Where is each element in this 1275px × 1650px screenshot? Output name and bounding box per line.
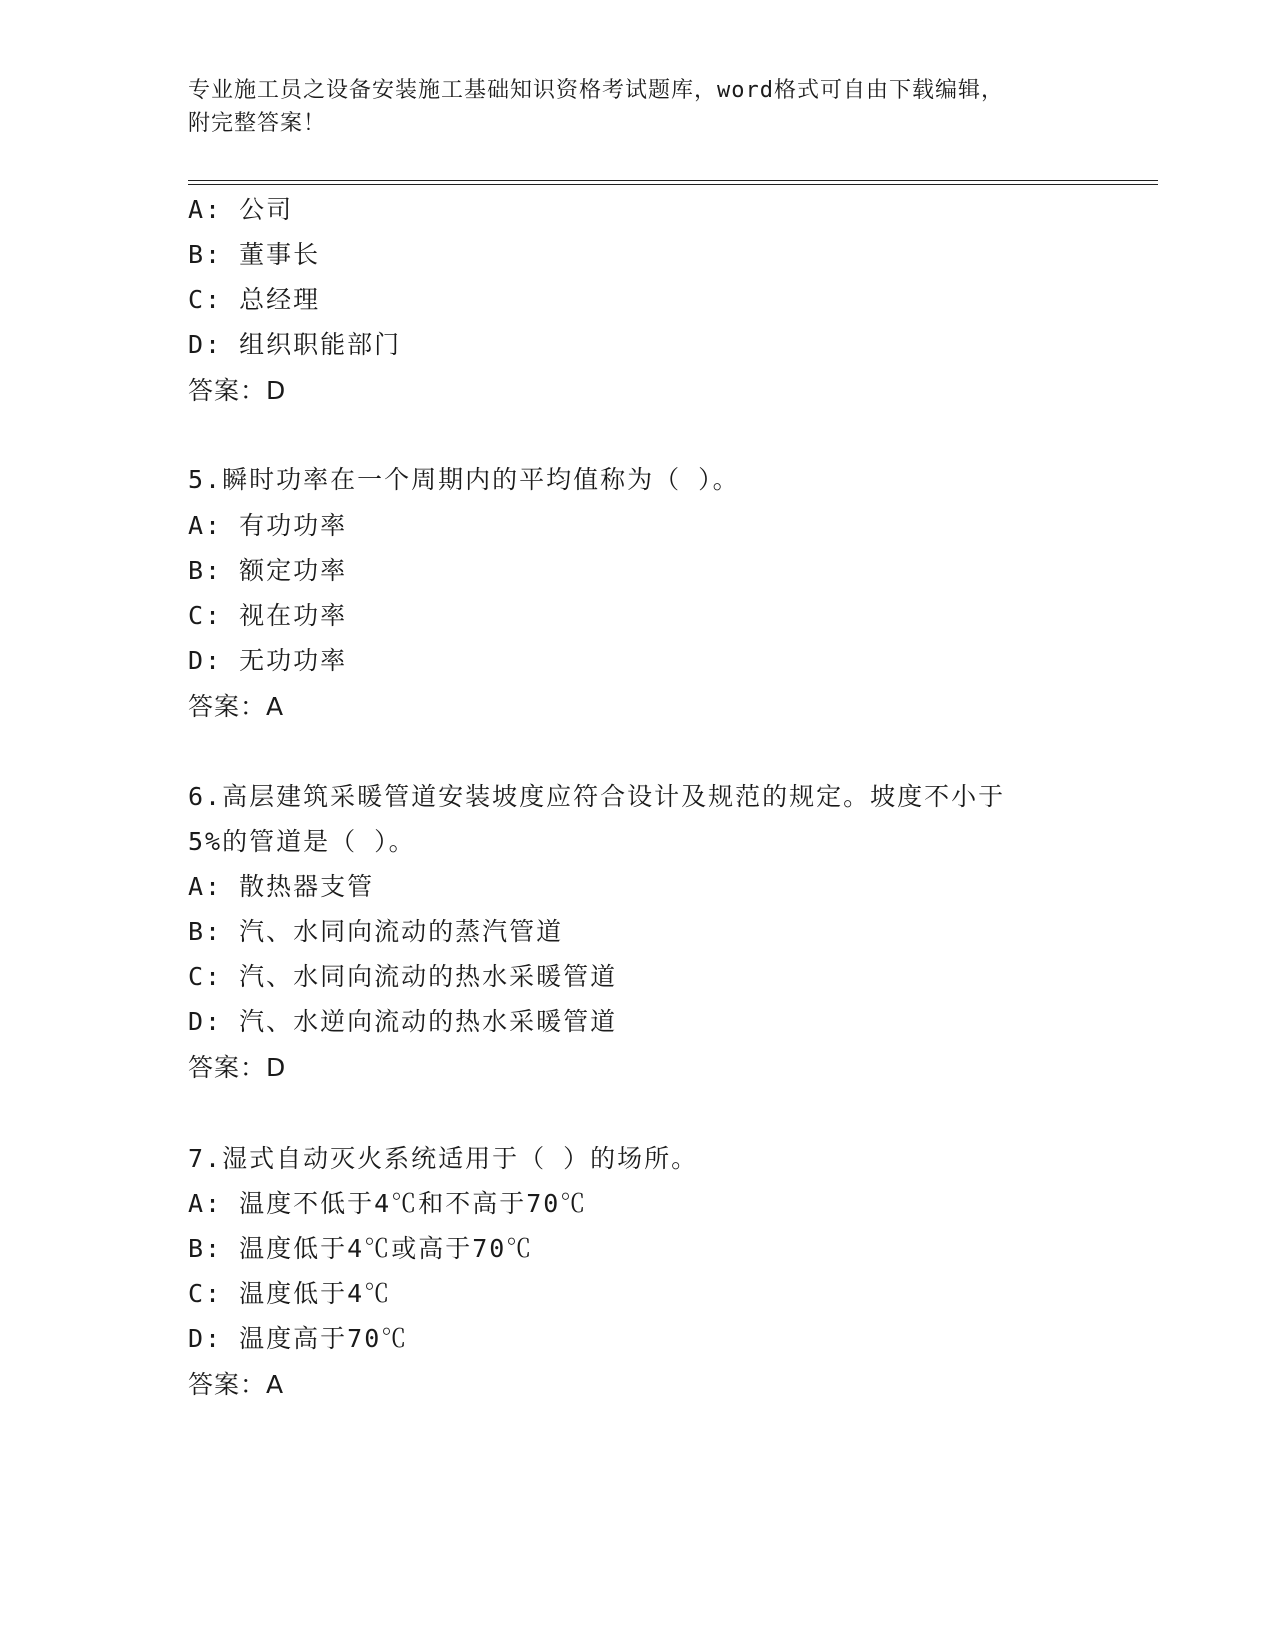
- q4-option-b: B: 董事长: [188, 240, 321, 269]
- q6-option-b: B: 汽、水同向流动的蒸汽管道: [188, 917, 564, 946]
- header-line-1: 专业施工员之设备安装施工基础知识资格考试题库，word格式可自由下载编辑，: [188, 78, 1004, 103]
- q6-option-c: C: 汽、水同向流动的热水采暖管道: [188, 962, 618, 991]
- q5-option-c: C: 视在功率: [188, 601, 348, 630]
- q6-answer: 答案：D: [188, 1053, 287, 1082]
- q6-option-a: A: 散热器支管: [188, 872, 375, 901]
- q7-question: 7.湿式自动灭火系统适用于（ ）的场所。: [188, 1144, 699, 1173]
- q7-option-a: A: 温度不低于4℃和不高于70℃: [188, 1189, 588, 1218]
- q5-question: 5.瞬时功率在一个周期内的平均值称为（ ）。: [188, 465, 740, 494]
- q7-option-c: C: 温度低于4℃: [188, 1279, 392, 1308]
- header-line-2: 附完整答案！: [188, 111, 327, 136]
- q6-question-line-2: 5%的管道是（ ）。: [188, 827, 416, 856]
- q7-answer: 答案：A: [188, 1370, 285, 1399]
- q6-option-d: D: 汽、水逆向流动的热水采暖管道: [188, 1007, 618, 1036]
- q6-question-line-1: 6.高层建筑采暖管道安装坡度应符合设计及规范的规定。坡度不小于: [188, 782, 1006, 811]
- q4-option-d: D: 组织职能部门: [188, 330, 402, 359]
- q7-option-d: D: 温度高于70℃: [188, 1324, 409, 1353]
- q4-option-a: A: 公司: [188, 195, 294, 224]
- q5-option-d: D: 无功功率: [188, 646, 348, 675]
- q4-option-c: C: 总经理: [188, 285, 321, 314]
- q4-answer: 答案：D: [188, 376, 287, 405]
- header-rule-bottom: [188, 184, 1158, 185]
- header-rule-top: [188, 180, 1158, 181]
- q5-answer: 答案：A: [188, 692, 285, 721]
- q7-option-b: B: 温度低于4℃或高于70℃: [188, 1234, 534, 1263]
- document-header: [188, 74, 1088, 140]
- q5-option-a: A: 有功功率: [188, 511, 348, 540]
- q5-option-b: B: 额定功率: [188, 556, 348, 585]
